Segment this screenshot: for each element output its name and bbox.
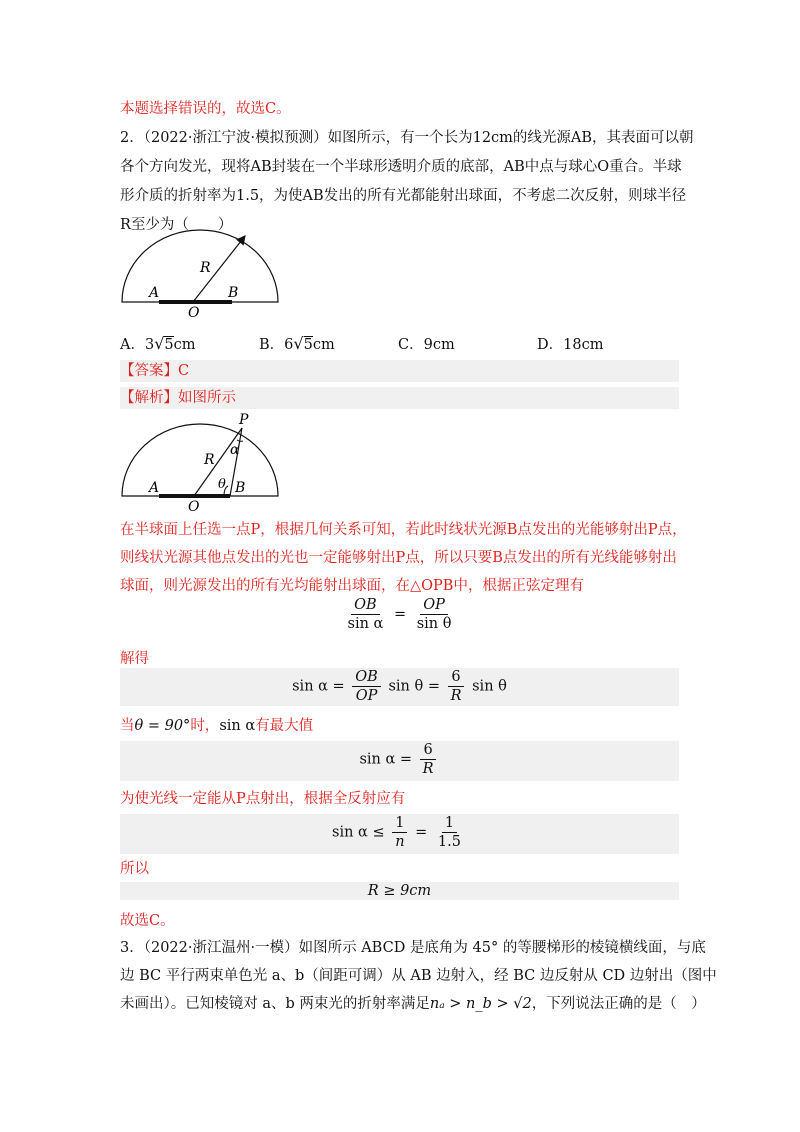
analysis-para-3: 球面，则光源发出的所有光均能射出球面，在△OPB中，根据正弦定理有 (120, 578, 584, 594)
label-theta: θ (218, 477, 226, 492)
q2-line-1: 2．（2022·浙江宁波·模拟预测）如图所示，有一个长为12cm的线光源AB，其表面可以朝 (120, 130, 694, 146)
label-r-2: R (204, 452, 215, 468)
label-o: O (188, 305, 200, 319)
analysis-line: 【解析】如图所示 (120, 390, 236, 406)
label-a-2: A (149, 480, 160, 496)
q3-line-1: 3．（2022·浙江温州·一模）如图所示 ABCD 是底角为 45° 的等腰梯形的棱镜横线面，与底 (120, 940, 706, 956)
label-o-2: O (188, 499, 200, 513)
tir-condition: 为使光线一定能从P点射出，根据全反射应有 (120, 791, 406, 807)
option-c: C．9cm (398, 337, 455, 353)
so-label: 所以 (120, 861, 149, 877)
analysis-figure (118, 408, 284, 513)
hemisphere-outline-2 (122, 424, 278, 496)
equation-max: sin α = $\frac{6}{R}$ (120, 742, 679, 777)
max-condition: 当θ = 90°时，sin α有最大值 (120, 718, 314, 734)
answer-shade (120, 360, 679, 382)
equation-sine-law: $\frac{OB}{\text{sin α}}$ = $\frac{OP}{\text{sin θ}}$ (347, 597, 452, 632)
solve-label: 解得 (120, 651, 149, 667)
option-b: B．6√5cm (259, 334, 335, 353)
equation-sin-alpha: sin α = $\frac{OB}{OP}$ sin θ = $\frac{6}{R}$ sin θ (292, 669, 507, 704)
q2-line-4: R至少为（ ） (120, 217, 233, 233)
label-r: R (200, 260, 211, 276)
prev-conclusion: 本题选择错误的，故选C。 (120, 101, 291, 117)
option-d: D．18cm (537, 337, 604, 353)
option-a: A．3√5cm (120, 334, 196, 353)
label-b-2: B (235, 480, 246, 496)
label-b: B (228, 285, 239, 301)
q2-line-2: 各个方向发光，现将AB封装在一个半球形透明介质的底部，AB中点与球心O重合。半球 (120, 159, 682, 175)
q3-line-2: 边 BC 平行两束单色光 a、b（间距可调）从 AB 边射入，经 BC 边反射从 CD 边射出（图中 (120, 968, 717, 984)
label-a: A (149, 285, 160, 301)
q3-line-3: 未画出）。已知棱镜对 a、b 两束光的折射率满足nₐ > n_b > √2，下列说法正确的是（ ） (120, 996, 706, 1012)
hemisphere-figure (118, 224, 284, 319)
analysis-para-1: 在半球面上任选一点P，根据几何关系可知，若此时线状光源B点发出的光能够射出P点， (120, 522, 687, 538)
analysis-para-2: 则线状光源其他点发出的光也一定能够射出P点，所以只要B点发出的所有光线能够射出 (120, 550, 677, 566)
q2-line-3: 形介质的折射率为1.5，为使AB发出的所有光都能射出球面，不考虑二次反射，则球半径 (120, 188, 687, 204)
equation-critical: sin α ≤ $\frac{1}{n}$ = $\frac{1}{1.5}$ (332, 815, 461, 850)
label-p: P (239, 412, 249, 428)
equation-result: R ≥ 9cm (367, 883, 432, 899)
label-alpha: α (230, 442, 240, 458)
answer-line: 【答案】C (120, 363, 190, 379)
final-answer: 故选C。 (120, 913, 175, 929)
